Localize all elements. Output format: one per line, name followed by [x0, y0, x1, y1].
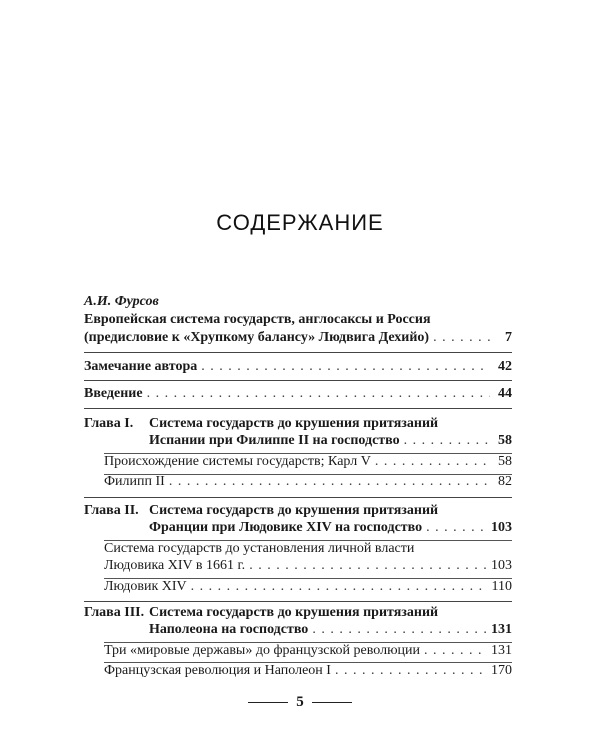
chapter-2-title-line2: Франции при Людовике XIV на господство	[149, 520, 423, 535]
leader-dots	[426, 517, 487, 539]
leader-dots	[191, 576, 488, 598]
entry-label: Филипп II	[104, 474, 165, 489]
leader-dots	[335, 660, 487, 682]
page-ref: 103	[491, 520, 512, 535]
entry-label: Людовик XIV	[104, 579, 187, 594]
toc-entry-chapter-2[interactable]	[149, 517, 512, 539]
page-number: 5	[296, 694, 304, 710]
chapter-2-title-line1: Система государств до крушения притязаний	[149, 503, 439, 518]
leader-dots	[201, 356, 490, 378]
toc-entry-chapter-3[interactable]	[149, 619, 512, 641]
chapter-3-title-line1: Система государств до крушения притязаний	[149, 605, 439, 620]
toc-entry-chapter-1[interactable]	[149, 430, 512, 452]
page-ref: 131	[491, 622, 512, 637]
section-divider	[84, 352, 512, 353]
page-ref: 58	[498, 454, 512, 469]
chapter-2-label: Глава II.	[84, 503, 139, 518]
toc-entry-preface[interactable]	[84, 327, 512, 349]
page-ref: 131	[491, 643, 512, 658]
entry-label: Происхождение системы государств; Карл V	[104, 454, 371, 469]
section-divider	[84, 497, 512, 498]
entry-label: Три «мировые державы» до французской революции	[104, 643, 421, 658]
toc-entry-section[interactable]	[104, 471, 512, 493]
preface-title-line1: Европейская система государств, англосаксы и Россия	[84, 312, 431, 327]
leader-dots	[147, 383, 490, 405]
toc-entry-note[interactable]	[84, 356, 512, 378]
page-ref: 7	[505, 330, 512, 345]
leader-dots	[404, 430, 490, 452]
preface-author: А.И. Фурсов	[84, 294, 159, 309]
page-ref: 58	[498, 433, 512, 448]
toc-entry-section[interactable]	[104, 451, 512, 473]
chapter-1-title-line1: Система государств до крушения притязаний	[149, 416, 439, 431]
page-ref: 110	[491, 579, 512, 594]
toc-entry-section[interactable]	[104, 640, 512, 662]
chapter-3-title-line2: Наполеона на господство	[149, 622, 309, 637]
leader-dots	[249, 555, 487, 577]
page-ref: 42	[498, 359, 512, 374]
section-divider	[84, 380, 512, 381]
page-ref: 170	[491, 663, 512, 678]
footer-rule-left	[248, 702, 288, 703]
leader-dots	[375, 451, 490, 473]
page-ref: 82	[498, 474, 512, 489]
entry-label: Введение	[84, 386, 143, 401]
chapter-1-title-line2: Испании при Филиппе II на господство	[149, 433, 400, 448]
footer-rule-right	[312, 702, 352, 703]
entry-label: Французская революция и Наполеон I	[104, 663, 331, 678]
leader-dots	[424, 640, 487, 662]
toc-entry-section[interactable]	[104, 660, 512, 682]
preface-title-line2: (предисловие к «Хрупкому балансу» Людвига Дехийо)	[84, 330, 430, 345]
toc-entry-section[interactable]	[104, 576, 512, 598]
leader-dots	[169, 471, 490, 493]
toc-entry-intro[interactable]	[84, 383, 512, 405]
page-title: СОДЕРЖАНИЕ	[216, 210, 384, 235]
chapter-3-label: Глава III.	[84, 605, 145, 620]
page-footer	[0, 694, 600, 711]
leader-dots	[312, 619, 487, 641]
chapter-1-label: Глава I.	[84, 416, 134, 431]
leader-dots	[433, 327, 490, 349]
entry-label: Замечание автора	[84, 359, 198, 374]
entry-label: Людовика XIV в 1661 г.	[104, 558, 246, 573]
toc-entry-section[interactable]	[104, 555, 512, 577]
section-divider	[84, 408, 512, 409]
section-label-line1: Система государств до установления личной власти	[104, 541, 415, 556]
page-ref: 103	[491, 558, 512, 573]
page-ref: 44	[498, 386, 512, 401]
